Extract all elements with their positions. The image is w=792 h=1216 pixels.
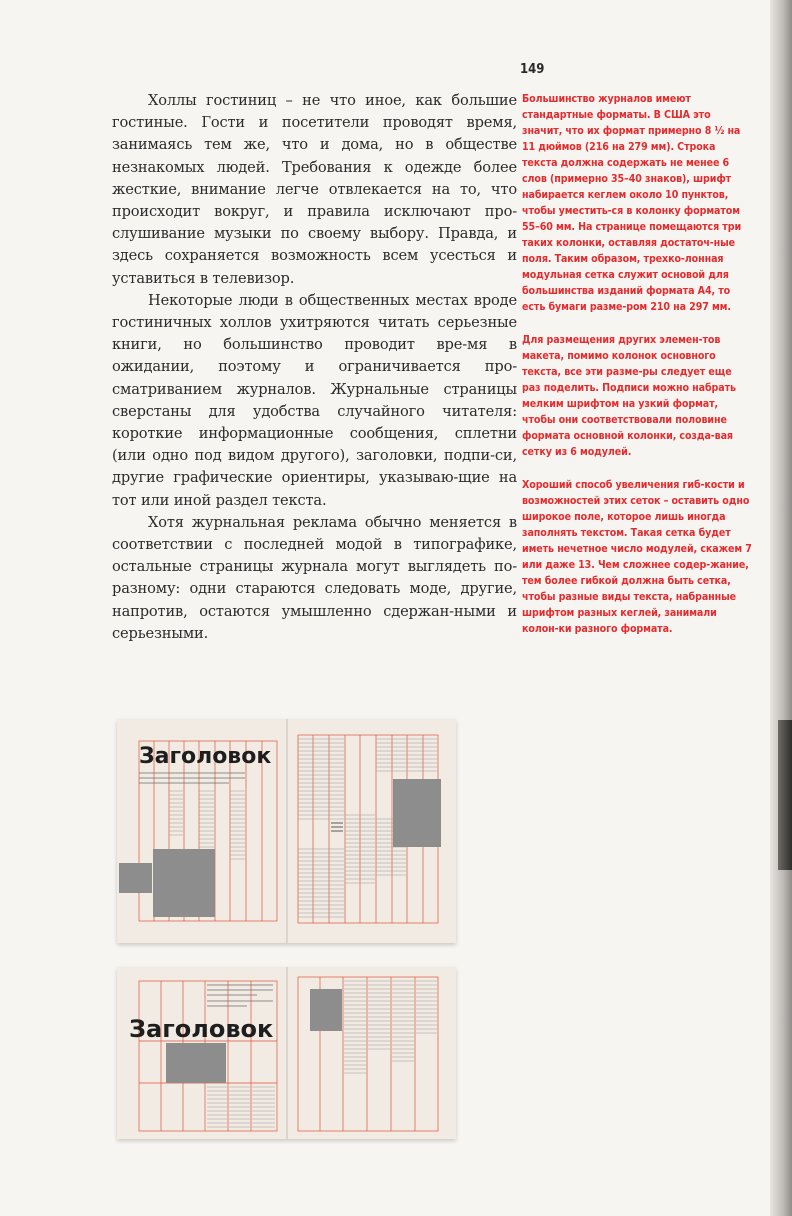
sidebar-paragraph-3: Хороший способ увеличения гиб-кости и возможностей этих сеток – оставить одно широкое поле, которое лишь иногда заполнять текстом. Такая сетка будет иметь нечетное число модулей, скажем 7 или даже 13. Чем сложнее содер-жание, тем более гибкой должна быть сетка, чтобы разные виды текста, набранные шрифтом разных кеглей, занимали колон-ки разного формата.: [522, 479, 752, 635]
magazine-spread-example-1: [117, 719, 456, 943]
spread-2-headline: Заголовок: [129, 1015, 274, 1043]
main-paragraph-1: Холлы гостиниц – не что иное, как большие гостиные. Гости и посетители проводят время, занимаясь тем же, что и дома, но в обществе незнакомых людей. Требования к одежде более жесткие, внимание легче отвлекается на то, что происходит вокруг, и правила исключают про-слушивание музыки по своему выбору. Правда, и здесь сохраняется возможность всем усесться и уставиться в телевизор.: [112, 92, 517, 287]
page-number: 149: [520, 62, 545, 77]
sidebar-paragraph-1: Большинство журналов имеют стандартные форматы. В США это значит, что их формат примерно 8 ½ на 11 дюймов (216 на 279 мм). Строка текста должна содержать не менее 6 слов (примерно 35–40 знаков), шрифт набирается кеглем около 10 пунктов, чтобы уместить-ся в колонку форматом 55–60 мм. На странице помещаются три таких колонки, оставляя достаточ-ные поля. Таким образом, трехко-лонная модульная сетка служит основой для большинства изданий формата А4, то есть бумаги разме-ром 210 на 297 мм.: [522, 93, 742, 313]
main-paragraph-3: Хотя журнальная реклама обычно меняется в соответствии с последней модой в типографике, остальные страницы журнала могут выглядеть по-разному: одни стараются следовать моде, другие, напротив, остаются умышленно сдержан-ными и серьезными.: [112, 513, 517, 642]
spread-1-headline: Заголовок: [139, 744, 272, 769]
spread-1-illustration: [117, 719, 456, 943]
main-paragraph-2: Некоторые люди в общественных местах вроде гостиничных холлов ухитряются читать серьезные книги, но большинство проводит вре-мя в ожидании, поэтому и ограничивается про-сматриванием журналов. Журнальные страницы сверстаны для удобства случайного читателя: короткие информационные сообщения, сплетни (или одно под видом другого), заголовки, подпи-си, другие графические ориентиры, указываю-щие на тот или иной раздел текста.: [112, 291, 517, 509]
sidebar-paragraph-2: Для размещения других элемен-тов макета, помимо колонок основного текста, все эти разме-ры следует еще раз поделить. Подписи можно набрать мелким шрифтом на узкий формат, чтобы они соответствовали половине формата основной колонки, созда-вая сетку из 6 модулей.: [522, 334, 736, 458]
main-text-column: [112, 90, 517, 645]
sidebar-note: [522, 91, 752, 654]
magazine-spread-example-2: [117, 967, 456, 1139]
book-edge-dark: [778, 720, 792, 870]
book-gutter-shadow: [770, 0, 792, 1216]
spread-2-illustration: [117, 967, 456, 1139]
